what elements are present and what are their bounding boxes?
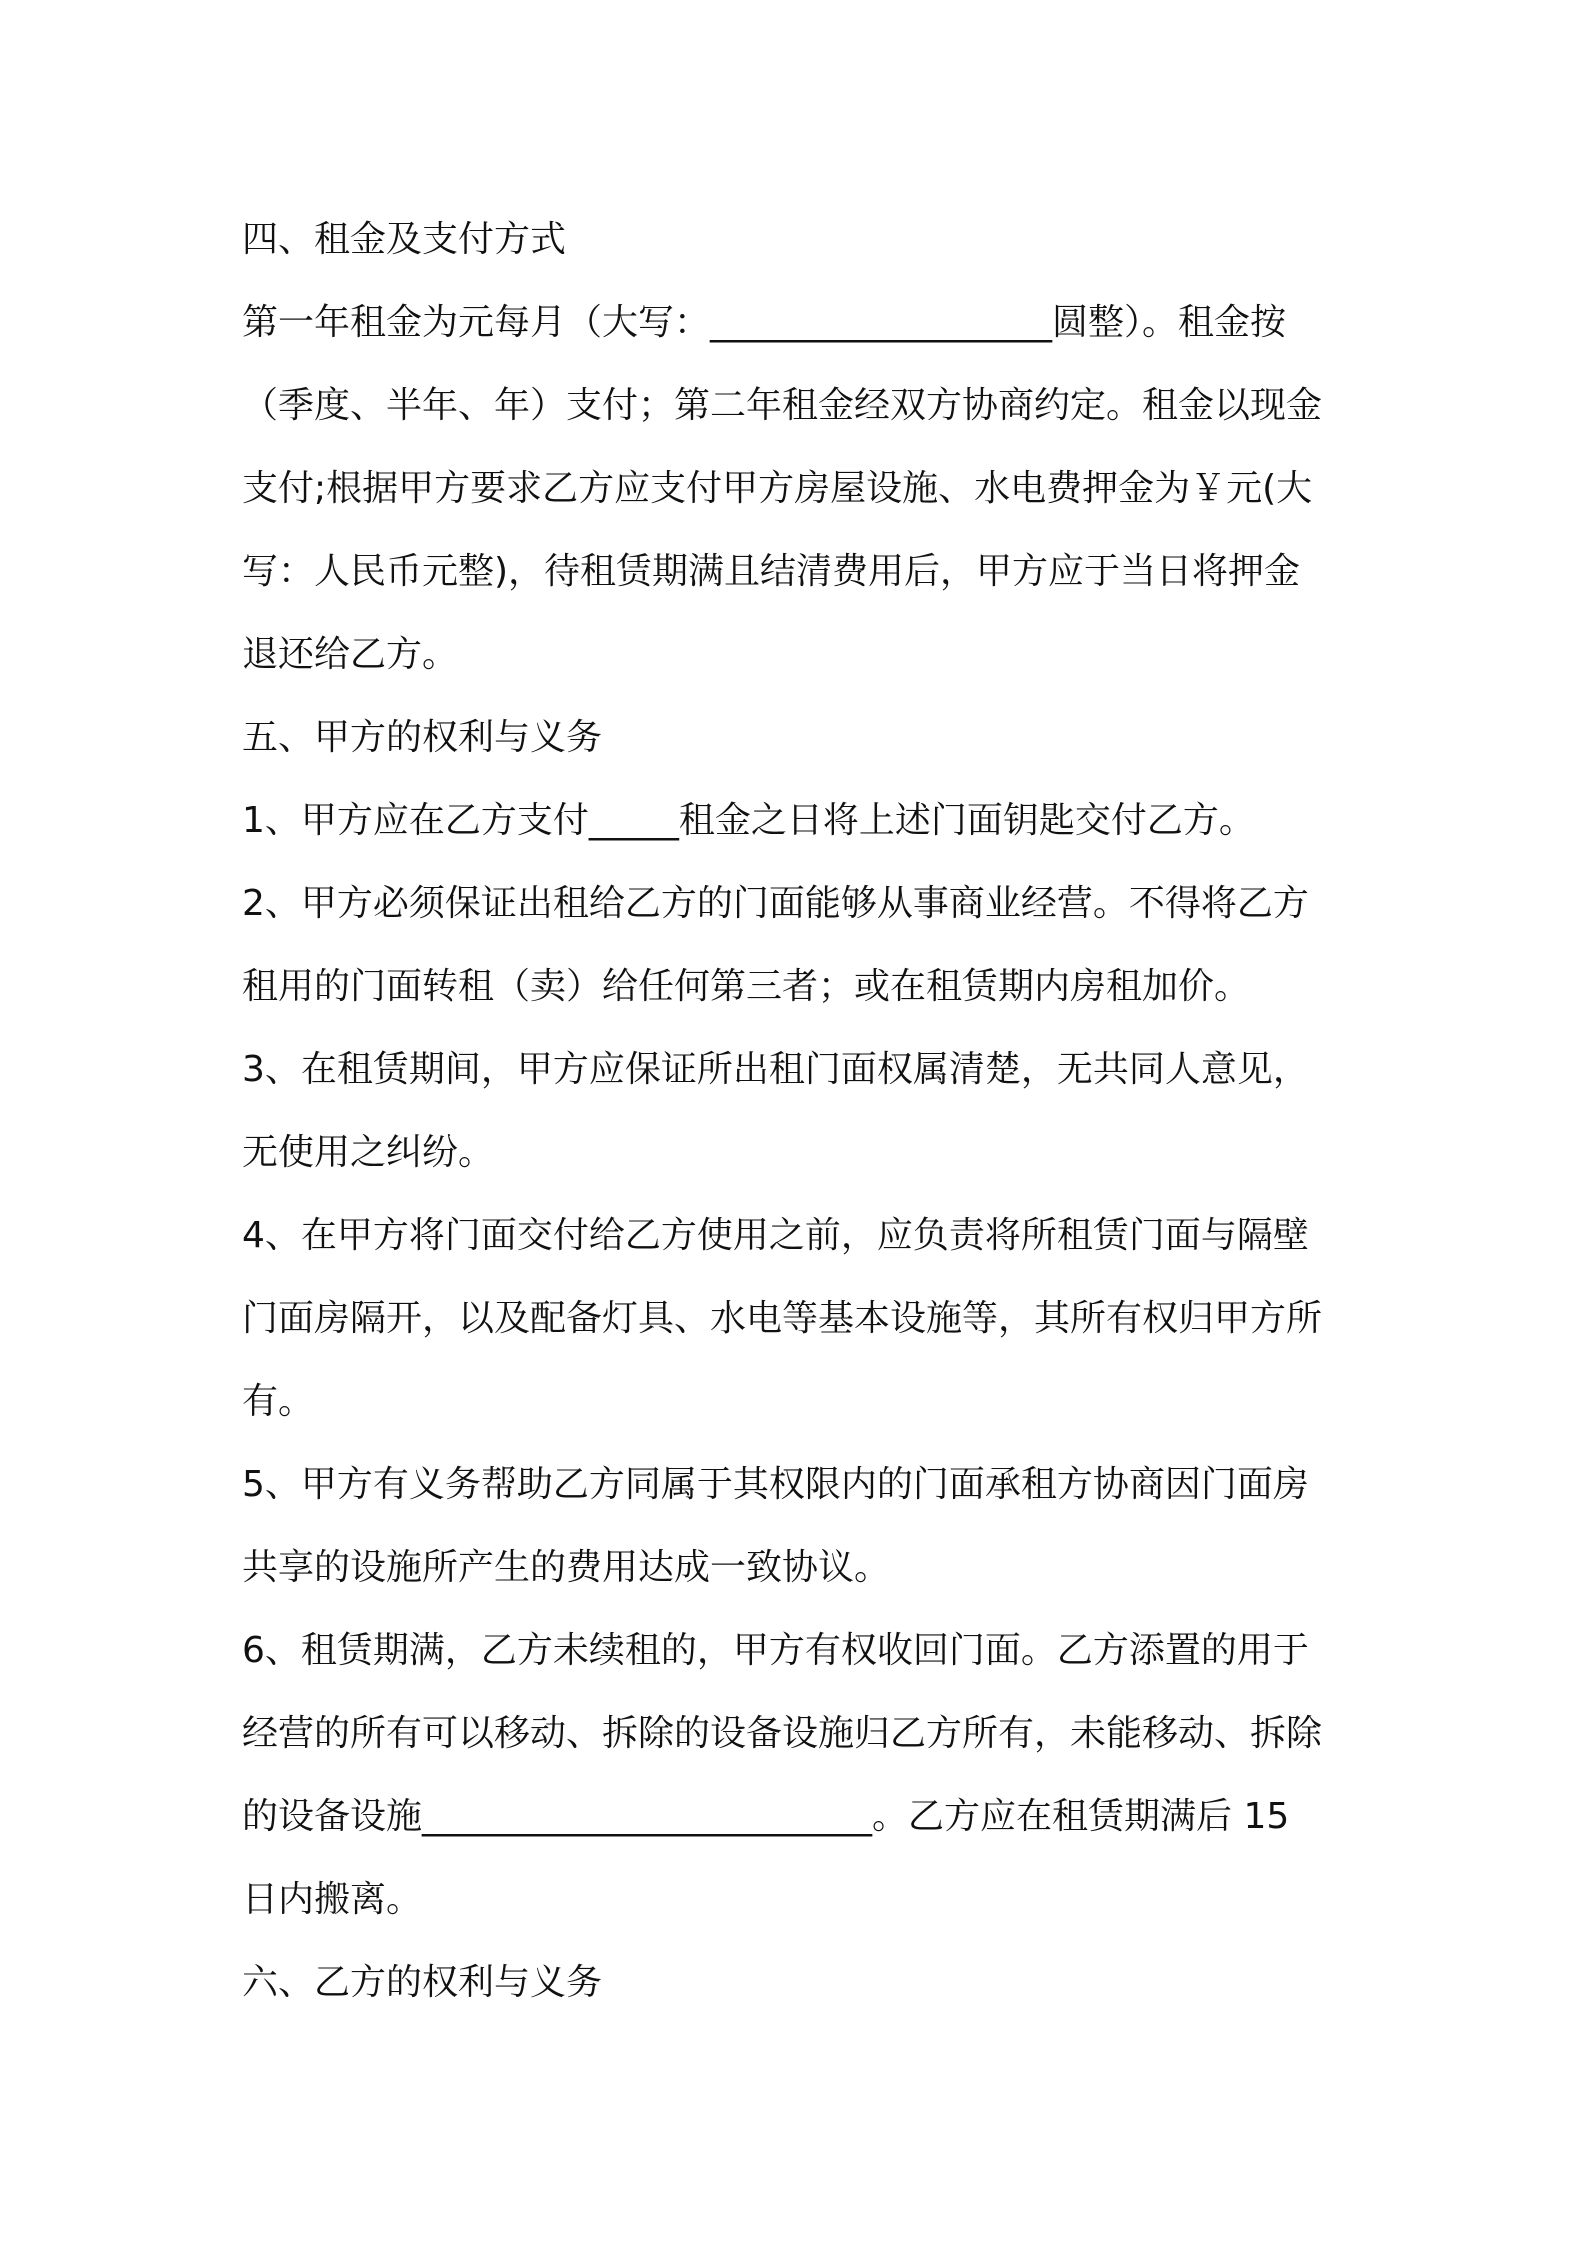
clause-line: 无使用之纠纷。 [242, 1132, 495, 1173]
paragraph-line: 写：人民币元整)，待租赁期满且结清费用后，甲方应于当日将押金 [242, 551, 1301, 592]
clause-line: 3、在租赁期间，甲方应保证所出租门面权属清楚，无共同人意见， [242, 1049, 1309, 1090]
clause-line: 的设备设施_________________________。乙方应在租赁期满后 15 [242, 1796, 1290, 1837]
clause-line: 日内搬离。 [242, 1879, 423, 1920]
paragraph-line: （季度、半年、年）支付；第二年租金经双方协商约定。租金以现金 [242, 385, 1323, 426]
clause-line: 共享的设施所产生的费用达成一致协议。 [242, 1547, 891, 1588]
clause-line: 2、甲方必须保证出租给乙方的门面能够从事商业经营。不得将乙方 [242, 883, 1309, 924]
paragraph-line: 第一年租金为元每月（大写：___________________圆整）。租金按 [242, 302, 1287, 343]
clause-line: 4、在甲方将门面交付给乙方使用之前，应负责将所租赁门面与隔壁 [242, 1215, 1309, 1256]
clause-line: 经营的所有可以移动、拆除的设备设施归乙方所有，未能移动、拆除 [242, 1713, 1323, 1754]
section-heading-party-a-rights: 五、甲方的权利与义务 [242, 717, 603, 758]
clause-line: 有。 [242, 1381, 315, 1422]
paragraph-line: 支付;根据甲方要求乙方应支付甲方房屋设施、水电费押金为￥元(大 [242, 468, 1313, 509]
clause-line: 6、租赁期满，乙方未续租的，甲方有权收回门面。乙方添置的用于 [242, 1630, 1309, 1671]
clause-line: 1、甲方应在乙方支付_____租金之日将上述门面钥匙交付乙方。 [242, 800, 1255, 841]
clause-line: 租用的门面转租（卖）给任何第三者；或在租赁期内房租加价。 [242, 966, 1251, 1007]
paragraph-line: 退还给乙方。 [242, 634, 459, 675]
section-heading-party-b-rights: 六、乙方的权利与义务 [242, 1962, 603, 2003]
document-body [242, 198, 1362, 2024]
section-heading-rent-payment: 四、租金及支付方式 [242, 219, 567, 260]
clause-line: 门面房隔开，以及配备灯具、水电等基本设施等，其所有权归甲方所 [242, 1298, 1323, 1339]
clause-line: 5、甲方有义务帮助乙方同属于其权限内的门面承租方协商因门面房 [242, 1464, 1309, 1505]
